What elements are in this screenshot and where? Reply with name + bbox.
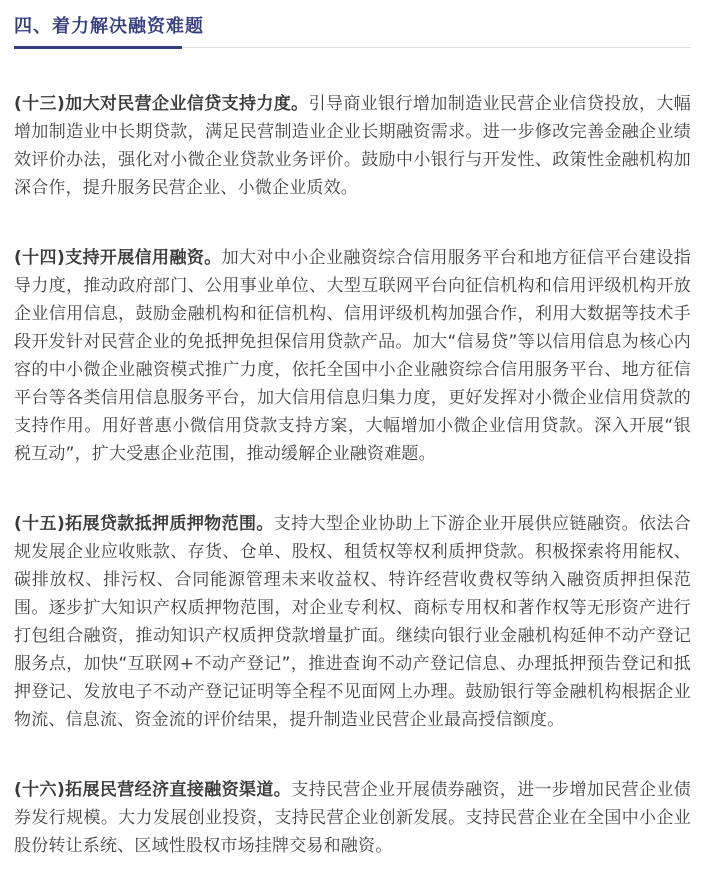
policy-paragraph-15 [14,510,691,734]
paragraph-body: 支持民营企业开展债券融资，进一步增加民营企业债券发行规模。大力发展创业投资，支持民营企业创新发展。支持民营企业在全国中小企业股份转让系统、区域性股权市场挂牌交易和融资。 [14,780,691,856]
paragraph-body: 引导商业银行增加制造业民营企业信贷投放，大幅增加制造业中长期贷款，满足民营制造业企业长期融资需求。进一步修改完善金融企业绩效评价办法，强化对小微企业贷款业务评价。鼓励中小银行与开发性、政策性金融机构加深合作，提升服务民营企业、小微企业质效。 [14,94,691,198]
paragraph-body: 支持大型企业协助上下游企业开展供应链融资。依法合规发展企业应收账款、存货、仓单、股权、租赁权等权利质押贷款。积极探索将用能权、碳排放权、排污权、合同能源管理未来收益权、特许经营收费权等纳入融资质押担保范围。逐步扩大知识产权质押物范围，对企业专利权、商标专用权和著作权等无形资产进行打包组合融资，推动知识产权质押贷款增量扩面。继续向银行业金融机构延伸不动产登记服务点，加快“互联网+不动产登记”，推进查询不动产登记信息、办理抵押预告登记和抵押登记、发放电子不动产登记证明等全程不见面网上办理。鼓励银行等金融机构根据企业物流、信息流、资金流的评价结果，提升制造业民营企业最高授信额度。 [14,514,691,730]
policy-paragraph-14 [14,244,691,468]
paragraph-lead: (十五)拓展贷款抵押质押物范围。 [14,514,274,534]
paragraph-lead: (十三)加大对民营企业信贷支持力度。 [14,94,309,114]
policy-paragraph-16 [14,776,691,860]
paragraph-lead: (十六)拓展民营经济直接融资渠道。 [14,780,292,800]
paragraph-body: 加大对中小企业融资综合信用服务平台和地方征信平台建设指导力度，推动政府部门、公用事业单位、大型互联网平台向征信机构和信用评级机构开放企业信用信息，鼓励金融机构和征信机构、信用评级机构加强合作，利用大数据等技术手段开发针对民营企业的免抵押免担保信用贷款产品。加大“信易贷”等以信用信息为核心内容的中小微企业融资模式推广力度，依托全国中小企业融资综合信用服务平台、地方征信平台等各类信用信息服务平台，加大信用信息归集力度，更好发挥对小微企业信用贷款的支持作用。用好普惠小微信用贷款支持方案，大幅增加小微企业信用贷款。深入开展“银税互动”，扩大受惠企业范围，推动缓解企业融资难题。 [14,248,691,464]
policy-paragraph-13 [14,90,691,202]
section-title: 四、着力解决融资难题 [14,16,204,37]
heading-accent-underline [14,46,182,49]
section-header [14,16,691,48]
paragraph-lead: (十四)支持开展信用融资。 [14,248,222,268]
